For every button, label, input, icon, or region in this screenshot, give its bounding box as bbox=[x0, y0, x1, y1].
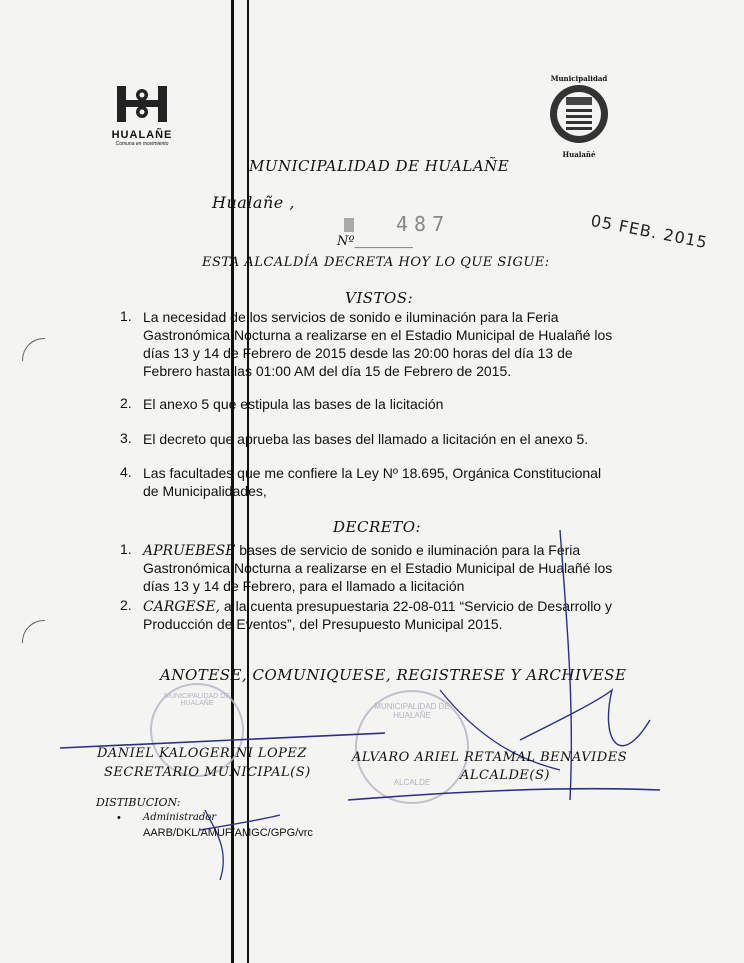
document-title: MUNICIPALIDAD DE HUALAÑE bbox=[249, 157, 510, 175]
seal-secretary-text: MUNICIPALIDAD DE HUALAÑE bbox=[164, 693, 230, 707]
vistos-item-1-line-4: Febrero hasta las 01:00 AM del día 15 de Febrero de 2015. bbox=[143, 363, 512, 379]
vistos-item-1-line-2: Gastronómica Nocturna a realizarse en el Estadio Municipal de Hualañé los bbox=[143, 327, 613, 343]
distribution-initials: AARB/DKL/AMUF/AMGC/GPG/vrc bbox=[143, 827, 313, 839]
vistos-item-4-line-1: Las facultades que me confiere la Ley Nº 18.695, Orgánica Constitucional bbox=[143, 465, 602, 481]
preamble: ESTA ALCALDÍA DECRETA HOY LO QUE SIGUE: bbox=[202, 255, 550, 270]
vistos-item-1-line-1: La necesidad de los servicios de sonido e iluminación para la Feria bbox=[143, 309, 559, 325]
vistos-item-1-number: 1. bbox=[120, 308, 132, 324]
vistos-item-2-number: 2. bbox=[120, 395, 132, 411]
signatory-left-role: SECRETARIO MUNICIPAL(S) bbox=[104, 765, 311, 780]
crest-top-text: Municipalidad bbox=[550, 74, 608, 83]
vistos-item-4-line-2: de Municipalidades, bbox=[143, 483, 267, 499]
decreto-item-1-keyword: APRUEBESE bbox=[143, 543, 236, 559]
decreto-item-1-line-3: días 13 y 14 de Febrero, para el llamado a licitación bbox=[143, 578, 465, 594]
vistos-item-2-line-1: El anexo 5 que estipula las bases de la licitación bbox=[143, 396, 444, 412]
distribution-label: DISTIBUCION: bbox=[96, 796, 181, 809]
decreto-item-2-number: 2. bbox=[120, 597, 132, 613]
number-label: Nº_________ bbox=[337, 234, 413, 249]
distribution-bullet: • bbox=[117, 812, 121, 824]
vistos-heading: VISTOS: bbox=[345, 289, 414, 307]
decreto-heading: DECRETO: bbox=[333, 518, 422, 536]
decreto-item-1-line-2: Gastronómica Nocturna a realizarse en el Estadio Municipal de Hualañé los bbox=[143, 560, 613, 576]
number-stamp: 487 bbox=[396, 212, 451, 236]
decreto-item-1-number: 1. bbox=[120, 541, 132, 557]
logo-name: HUALAÑE bbox=[111, 129, 173, 141]
signatory-left-name: DANIEL KALOGERINI LOPEZ bbox=[97, 746, 307, 761]
vistos-item-1-line-3: días 13 y 14 de Febrero de 2015 desde las 20:00 horas del día 13 de bbox=[143, 345, 573, 361]
signatory-right-name: ALVARO ARIEL RETAMAL BENAVIDES bbox=[352, 750, 628, 765]
distribution-item: Administrador bbox=[143, 812, 217, 823]
seal-mayor-bottom-text: ALCALDE bbox=[393, 778, 431, 787]
decreto-item-2-line-1-text: a la cuenta presupuestaria 22-08-011 “Servicio de Desarrollo y bbox=[220, 598, 612, 614]
decreto-item-2-line-2: Producción de Eventos”, del Presupuesto Municipal 2015. bbox=[143, 616, 503, 632]
closing-formula: ANOTESE, COMUNIQUESE, REGISTRESE Y ARCHIVESE bbox=[160, 666, 627, 684]
vistos-item-3-number: 3. bbox=[120, 430, 132, 446]
seal-mayor-text: MUNICIPALIDAD DE HUALAÑE bbox=[374, 702, 450, 720]
vistos-item-3-line-1: El decreto que aprueba las bases del llamado a licitación en el anexo 5. bbox=[143, 431, 589, 447]
signatory-right-role: ALCALDE(S) bbox=[460, 768, 550, 783]
place-line: Hualañe , bbox=[212, 193, 295, 212]
logo-tagline: Comuna en movimiento bbox=[115, 141, 169, 147]
date-stamp: 05 FEB. 2015 bbox=[589, 210, 710, 253]
vistos-item-4-number: 4. bbox=[120, 464, 132, 480]
decreto-item-2-keyword: CARGESE, bbox=[143, 599, 221, 615]
crest-bottom-text: Hualañé bbox=[562, 150, 596, 159]
decreto-item-1-line-1-text: bases de servicio de sonido e iluminación para la Feria bbox=[235, 542, 581, 558]
